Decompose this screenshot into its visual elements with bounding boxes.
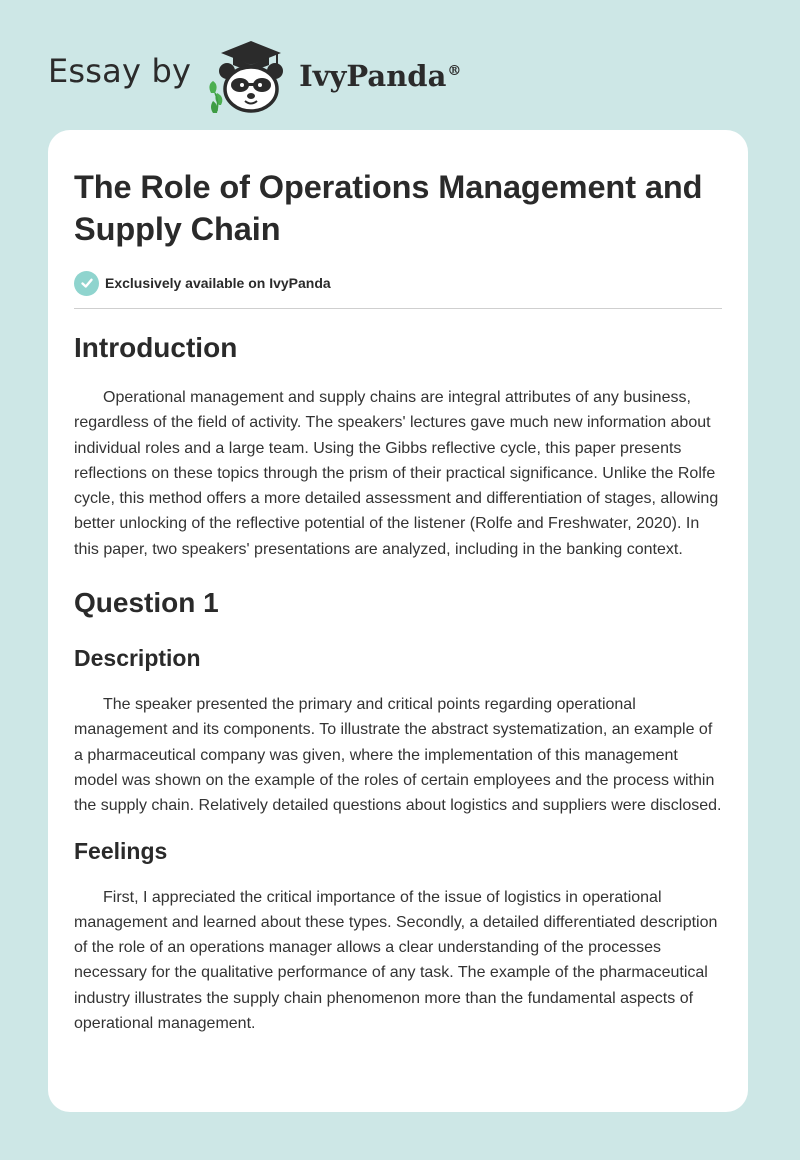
essay-card <box>48 130 748 1112</box>
subsection-heading-description: Description <box>74 645 201 672</box>
site-header <box>48 30 461 120</box>
exclusive-label: Exclusively available on IvyPanda <box>105 275 331 291</box>
essay-title: The Role of Operations Management and Supply Chain <box>74 169 703 247</box>
introduction-paragraph: Operational management and supply chains are integral attributes of any business, regardless of the field of activity. The speakers' lectures gave much new information about individual roles and a large team. Using the Gibbs reflective cycle, this paper presents reflections on these topics through the prism of their practical significance. Unlike the Rolfe cycle, this method offers a more detailed assessment and differentiation of stages, allowing better unlocking of the reflective potential of the listener (Rolfe and Freshwater, 2020). In this paper, two speakers' presentations are analyzed, including in the banking context. <box>74 389 719 558</box>
title-divider <box>74 308 722 309</box>
brand-name-text: IvyPanda <box>299 59 447 93</box>
essay-by-label: Essay by <box>48 52 192 90</box>
feelings-paragraph: First, I appreciated the critical importance of the issue of logistics in operational management and learned about these types. Secondly, a detailed differentiated description of the role of an operations manager allows a clear understanding of the processes necessary for the qualitative performance of any task. The example of the pharmaceutical industry illustrates the supply chain phenomenon more than the fundamental aspects of operational management. <box>74 888 718 1033</box>
exclusive-badge <box>74 270 722 296</box>
ivypanda-panda-logo-icon[interactable] <box>205 35 297 115</box>
section-heading-introduction: Introduction <box>74 332 238 363</box>
description-paragraph: The speaker presented the primary and critical points regarding operational management and its components. To illustrate the abstract systematization, an example of a pharmaceutical company was given, where the implementation of this management model was shown on the example of the roles of certain employees and the process within the supply chain. Relatively detailed questions about logistics and suppliers were disclosed. <box>74 696 722 815</box>
checkmark-icon <box>74 271 99 296</box>
ivypanda-wordmark[interactable] <box>299 59 461 93</box>
registered-mark: ® <box>447 63 462 80</box>
subsection-heading-feelings: Feelings <box>74 837 168 864</box>
section-heading-question-1: Question 1 <box>74 587 219 619</box>
